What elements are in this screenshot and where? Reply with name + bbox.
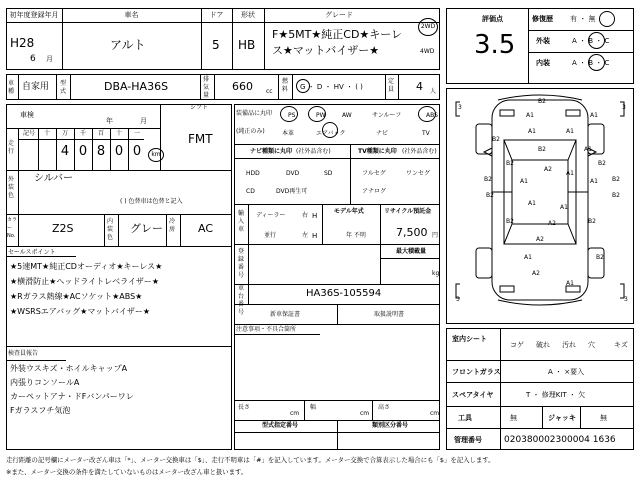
- run-label: 走行: [8, 140, 15, 155]
- damage-label: 3: [456, 296, 460, 303]
- model-label: 型式: [60, 80, 67, 95]
- tv-item: フルセグ: [362, 170, 386, 177]
- navi-item: HDD: [246, 170, 260, 177]
- damage-label: B2: [506, 160, 514, 167]
- car-diagram: [446, 88, 634, 324]
- recycle-label: リサイクル預託金: [384, 208, 432, 215]
- yen-unit: 円: [432, 232, 439, 239]
- cabin-item: キズ: [614, 341, 628, 349]
- cap-label: 定員: [388, 78, 395, 93]
- tools-label: 工具: [458, 414, 472, 422]
- capacity: 4: [416, 80, 423, 93]
- sales-point: ★Rガラス熱線★ACソケット★ABS★: [10, 292, 143, 301]
- equip-item: AW: [342, 112, 352, 119]
- tv-item: ワンセグ: [406, 170, 431, 177]
- digit-header: 万: [61, 130, 68, 137]
- equip-item: ナビ: [376, 130, 389, 137]
- category-label: 類別区分番号: [372, 422, 409, 429]
- bracket-number-left: 3: [458, 104, 462, 111]
- kind-row: [6, 74, 440, 100]
- ext-label: 外装: [536, 37, 550, 45]
- shift-label: シフト: [190, 104, 209, 111]
- car-name-label: 車名: [124, 11, 139, 19]
- cc-unit: cc: [266, 88, 273, 95]
- month: 6: [30, 54, 36, 64]
- kg-unit: kg: [432, 270, 440, 277]
- navi-item: DVD: [286, 170, 300, 177]
- shape: HB: [238, 38, 256, 52]
- int-label: 内装: [536, 59, 550, 67]
- cabin-item: 破れ: [536, 341, 550, 349]
- repair-options: 有 ・ 無: [570, 15, 596, 23]
- damage-label: A2: [548, 220, 556, 227]
- damage-label: B2: [596, 254, 604, 261]
- damage-label: A1: [590, 112, 598, 119]
- damage-label: B2: [484, 176, 492, 183]
- sales-point: ★横滑防止★ヘッドライトレベライザー★: [10, 277, 160, 286]
- dealer-label: ディーラー: [256, 212, 286, 219]
- damage-label: B2: [598, 160, 606, 167]
- navi-item: SD: [324, 170, 333, 177]
- mileage-digit: 0: [78, 144, 88, 159]
- score-label: 評価点: [482, 15, 503, 23]
- damage-label: B2: [538, 98, 546, 105]
- damage-label: A1: [524, 254, 532, 261]
- equip-item: エアバック: [316, 130, 346, 137]
- warranty-label: 新車保証書: [270, 311, 301, 318]
- grade-line1: F★5MT★純正CD★キーレ: [272, 28, 403, 41]
- damage-label: 3: [624, 296, 628, 303]
- digit-header: 千: [79, 130, 86, 137]
- reg-year-label: 初年度登録年月: [9, 11, 59, 19]
- equip-sub: (純正のみ): [236, 128, 265, 135]
- reg-label: 登録番号: [238, 248, 245, 279]
- equip-label: 装備品に丸印: [236, 110, 273, 117]
- drive-2wd: 2WD: [418, 18, 438, 36]
- cabin-item: コゲ: [510, 341, 524, 349]
- right-label: 右: [302, 212, 309, 219]
- navi-sub: (社外品含む): [296, 148, 331, 155]
- length-label: 長さ: [238, 404, 251, 411]
- damage-label: B2: [492, 136, 500, 143]
- cabin-label: 室内シート: [452, 335, 487, 343]
- exterior-color: シルバー: [34, 173, 74, 184]
- cabin-item: 汚れ: [562, 341, 576, 349]
- damage-label: B2: [588, 218, 596, 225]
- width-unit: cm: [360, 410, 370, 417]
- km-unit: km: [148, 148, 164, 162]
- typecert-label: 型式指定番号: [262, 422, 299, 429]
- mileage-digit: 4: [60, 144, 70, 159]
- sales-label: セールスポイント: [8, 249, 56, 256]
- spare-value: T ・ 修理KIT ・ 欠: [526, 391, 586, 399]
- handle-label-l: H: [312, 232, 318, 240]
- inspector-note: Fガラスフチ気泡: [10, 406, 71, 415]
- int-options: A ・ B ・ C: [572, 59, 610, 67]
- jack-label: ジャッキ: [548, 414, 576, 422]
- interior-label: 内装色: [107, 218, 114, 241]
- damage-label: A1: [566, 128, 574, 135]
- damage-label: A1: [520, 178, 528, 185]
- navi-item: DVD再生可: [276, 188, 308, 195]
- model-year-value: 年 不明: [346, 232, 366, 239]
- front-glass-value: A ・ ×要入: [548, 368, 585, 376]
- era-year: H28: [10, 36, 35, 50]
- width-label: 幅: [310, 404, 317, 411]
- damage-label: A1: [590, 178, 598, 185]
- equip-item: 本革: [282, 130, 295, 137]
- interior-color: グレー: [130, 222, 163, 235]
- equip-item: TV: [422, 130, 430, 137]
- tv-sub: (社外品含む): [402, 148, 437, 155]
- inspector-label: 検査員報告: [8, 350, 39, 357]
- sales-point: ★WSRSエアバッグ★マットバイザー★: [10, 307, 151, 316]
- ext-selected-circle: [588, 32, 605, 49]
- navi-item: CD: [246, 188, 255, 195]
- manual-label: 取扱説明書: [374, 311, 405, 318]
- bracket-number-right: 3: [622, 104, 626, 111]
- serial-value: HA36S-105594: [306, 288, 382, 299]
- equip-selected-circle: [418, 106, 436, 122]
- digit-header: 百: [97, 130, 104, 137]
- aircon-label: 冷房: [169, 218, 176, 233]
- damage-label: B2: [612, 176, 620, 183]
- maxload-label: 最大積載量: [396, 248, 427, 255]
- damage-label: A1: [528, 128, 536, 135]
- month-label: 月: [140, 117, 147, 125]
- shift-value: FMT: [188, 132, 213, 146]
- damage-label: A1: [526, 112, 534, 119]
- repair-label: 修復歴: [532, 15, 553, 23]
- exterior-label: 外装色: [8, 176, 15, 199]
- drive-4wd: 4WD: [420, 48, 435, 55]
- repair-selected-circle: [599, 11, 615, 27]
- shaken-label: 車検: [20, 111, 34, 119]
- damage-label: B2: [486, 192, 494, 199]
- equip-item: サンルーフ: [372, 112, 402, 119]
- model-year-label: モデル年式: [334, 208, 364, 215]
- displacement: 660: [232, 80, 253, 93]
- tv-header: TV種類に丸印: [358, 148, 397, 155]
- ext-options: A ・ B ・ C: [572, 37, 610, 45]
- kind-label: 車種: [8, 80, 15, 95]
- equip-item: PS: [288, 112, 296, 119]
- cabin-item: 穴: [588, 341, 595, 349]
- inspector-note: 外装ウスキズ・ホイルキャップA: [10, 364, 128, 373]
- mileage-digit: 0: [132, 144, 142, 159]
- equip-item: ABS: [426, 112, 438, 119]
- serial-label: 車台番号: [238, 285, 245, 316]
- fuel-label: 燃料: [282, 78, 289, 93]
- car-name: アルト: [110, 38, 146, 52]
- color-code: Z2S: [52, 222, 74, 235]
- mileage-digit: 0: [114, 144, 124, 159]
- fuel-selected-circle: [296, 79, 310, 93]
- damage-label: A2: [532, 270, 540, 277]
- grade-label: グレード: [325, 11, 353, 19]
- damage-label: A2: [536, 236, 544, 243]
- footer-note-1: 走行距離の記号欄にメーター改ざん車は「*」、メーター交換車は「$」、走行不明車は「#」を記入しています。メーター交換で合算表示した場合にも「$」を記入します。: [6, 456, 495, 464]
- door-label: ドア: [209, 11, 224, 19]
- footer-note-2: ※また、メーター交換の条件を満たしていないものはメーター改ざん車と扱います。: [6, 468, 248, 476]
- notes-label: 注意事項・不具合箇所: [236, 326, 297, 333]
- colorno-label: カラーNo.: [7, 217, 18, 239]
- height-unit: cm: [430, 410, 440, 417]
- digit-header: 十: [43, 130, 50, 137]
- damage-label: B2: [506, 218, 514, 225]
- aircon-value: AC: [198, 222, 214, 235]
- left-label: 左: [302, 232, 309, 239]
- equip-selected-circle: [308, 106, 326, 122]
- kind-value: 自家用: [22, 82, 50, 92]
- damage-label: A1: [566, 170, 574, 177]
- recycle-value: 7,500: [396, 226, 428, 239]
- score-value: 3.5: [474, 30, 516, 60]
- handle-label-r: H: [312, 212, 318, 220]
- height-label: 高さ: [378, 404, 391, 411]
- damage-label: A2: [544, 166, 552, 173]
- digit-header: 一: [133, 130, 140, 137]
- month-unit: 月: [46, 55, 53, 63]
- damage-label: A1: [560, 204, 568, 211]
- model-code: DBA-HA36S: [104, 80, 169, 93]
- damage-label: A1: [528, 200, 536, 207]
- grade-line2: ス★マットバイザー★: [272, 44, 380, 57]
- sales-point: ★5速MT★純正CDオーディオ★キーレス★: [10, 262, 163, 271]
- mgmt-label: 管理番号: [454, 436, 482, 444]
- parallel-label: 並行: [264, 232, 277, 239]
- tv-item: アナログ: [362, 188, 387, 195]
- disp-label: 排気量: [203, 76, 210, 99]
- digit-header: 十: [115, 130, 122, 137]
- doors: 5: [212, 38, 220, 52]
- digit-header: 記号: [22, 130, 35, 137]
- damage-label: B2: [538, 146, 546, 153]
- inspector-note: カーペットアナ・ドFバンパーワレ: [10, 392, 134, 401]
- equip-selected-circle: [280, 106, 298, 122]
- tools-value: 無: [510, 414, 517, 422]
- navi-header: ナビ種類に丸印: [250, 148, 293, 155]
- damage-label: A1: [566, 280, 574, 287]
- color-note: ( ) 色替車は色替と記入: [120, 198, 183, 205]
- damage-label: A1: [584, 146, 592, 153]
- mileage-digit: 8: [96, 144, 106, 159]
- equip-item: PW: [316, 112, 326, 119]
- airbag-selected-circle: [322, 122, 338, 138]
- inspector-note: 内張りコンソールA: [10, 378, 80, 387]
- front-glass-label: フロントガラス: [452, 368, 501, 376]
- shape-label: 形状: [241, 11, 255, 19]
- import-label: 輸入車: [238, 210, 245, 233]
- int-selected-circle: [588, 54, 605, 71]
- jack-value: 無: [600, 414, 607, 422]
- mgmt-number: 020380002300004 1636: [504, 435, 616, 445]
- damage-label: B2: [612, 192, 620, 199]
- length-unit: cm: [290, 410, 300, 417]
- cap-unit: 人: [430, 88, 437, 95]
- spare-label: スペアタイヤ: [452, 391, 494, 399]
- year-label: 年: [106, 117, 113, 125]
- fuel-options: G ・ D ・ HV ・ ( ): [300, 83, 363, 91]
